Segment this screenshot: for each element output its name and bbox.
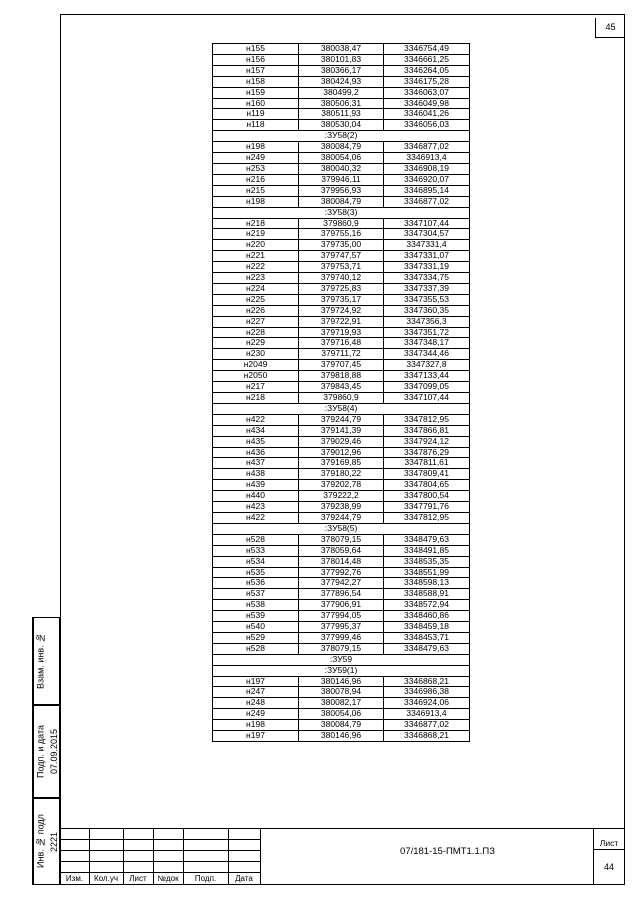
coord-y: 3347133,44 bbox=[384, 371, 470, 382]
table-row bbox=[213, 65, 470, 76]
point-id: н197 bbox=[213, 731, 299, 742]
table-row bbox=[213, 458, 470, 469]
coord-y: 3347351,72 bbox=[384, 327, 470, 338]
stamp-inv-label: Инв. № подл bbox=[33, 799, 47, 884]
coord-x: 379238,99 bbox=[299, 502, 384, 513]
coordinates-table bbox=[212, 43, 470, 742]
coord-y: 3346920,07 bbox=[384, 174, 470, 185]
table-row bbox=[213, 436, 470, 447]
table-row bbox=[213, 611, 470, 622]
coord-y: 3347344,46 bbox=[384, 349, 470, 360]
coord-y: 3347812,95 bbox=[384, 512, 470, 523]
point-id: н536 bbox=[213, 578, 299, 589]
table-row bbox=[213, 545, 470, 556]
table-row bbox=[213, 240, 470, 251]
point-id: н228 bbox=[213, 327, 299, 338]
coord-x: 380078,94 bbox=[299, 687, 384, 698]
point-id: н223 bbox=[213, 273, 299, 284]
table-row bbox=[213, 632, 470, 643]
coord-x: 379707,45 bbox=[299, 360, 384, 371]
coord-x: 379722,91 bbox=[299, 316, 384, 327]
point-id: н533 bbox=[213, 545, 299, 556]
table-row bbox=[213, 425, 470, 436]
coord-x: 377994,05 bbox=[299, 611, 384, 622]
section-title: :ЗУ58(5) bbox=[213, 523, 470, 534]
coord-x: 379843,45 bbox=[299, 382, 384, 393]
coord-y: 3346913,4 bbox=[384, 153, 470, 164]
coord-y: 3346908,19 bbox=[384, 163, 470, 174]
coord-x: 380511,93 bbox=[299, 109, 384, 120]
point-id: н155 bbox=[213, 44, 299, 55]
point-id: н249 bbox=[213, 153, 299, 164]
coord-y: 3346924,06 bbox=[384, 698, 470, 709]
coord-y: 3348551,99 bbox=[384, 567, 470, 578]
point-id: н439 bbox=[213, 480, 299, 491]
tb-label-izm: Изм. bbox=[65, 874, 84, 883]
table-row bbox=[213, 87, 470, 98]
stamp-vzam bbox=[32, 617, 60, 705]
point-id: н2049 bbox=[213, 360, 299, 371]
section-title: :ЗУ58(2) bbox=[213, 131, 470, 142]
table-row bbox=[213, 185, 470, 196]
coord-x: 380082,17 bbox=[299, 698, 384, 709]
stamp-podp bbox=[32, 705, 60, 798]
stamp-vzam-value bbox=[47, 618, 61, 704]
table-row bbox=[213, 163, 470, 174]
point-id: н218 bbox=[213, 218, 299, 229]
point-id: н219 bbox=[213, 229, 299, 240]
coord-x: 379725,83 bbox=[299, 283, 384, 294]
coord-x: 379222,2 bbox=[299, 491, 384, 502]
coord-y: 3348453,71 bbox=[384, 632, 470, 643]
stamp-inv-value: 2221 bbox=[49, 831, 59, 852]
point-id: н119 bbox=[213, 109, 299, 120]
point-id: н528 bbox=[213, 534, 299, 545]
coord-x: 380038,47 bbox=[299, 44, 384, 55]
point-id: н540 bbox=[213, 622, 299, 633]
coord-x: 378059,64 bbox=[299, 545, 384, 556]
coord-y: 3347812,95 bbox=[384, 414, 470, 425]
coord-y: 3348479,63 bbox=[384, 643, 470, 654]
coord-x: 379029,46 bbox=[299, 436, 384, 447]
sheet-label: Лист bbox=[599, 838, 619, 848]
coord-y: 3347348,17 bbox=[384, 338, 470, 349]
point-id: н434 bbox=[213, 425, 299, 436]
document-number: 07/181-15-ПМТ1.1.ПЗ bbox=[400, 846, 495, 857]
point-id: н253 bbox=[213, 163, 299, 174]
tb-label-ndok: №док bbox=[157, 874, 179, 883]
coord-x: 378014,48 bbox=[299, 556, 384, 567]
coord-x: 378079,15 bbox=[299, 643, 384, 654]
coord-x: 380084,79 bbox=[299, 720, 384, 731]
table-row bbox=[213, 643, 470, 654]
coord-y: 3346175,28 bbox=[384, 76, 470, 87]
coord-y: 3346877,02 bbox=[384, 720, 470, 731]
tb-label-data: Дата bbox=[235, 874, 253, 883]
coord-x: 379747,57 bbox=[299, 251, 384, 262]
table-row bbox=[213, 76, 470, 87]
coord-x: 379740,12 bbox=[299, 273, 384, 284]
coord-y: 3346041,26 bbox=[384, 109, 470, 120]
point-id: н2050 bbox=[213, 371, 299, 382]
coord-y: 3347107,44 bbox=[384, 218, 470, 229]
point-id: н198 bbox=[213, 142, 299, 153]
point-id: н438 bbox=[213, 469, 299, 480]
table-row bbox=[213, 556, 470, 567]
coord-y: 3347360,35 bbox=[384, 305, 470, 316]
table-row bbox=[213, 578, 470, 589]
table-row bbox=[213, 600, 470, 611]
coord-y: 3348598,13 bbox=[384, 578, 470, 589]
stamp-podp-label: Подп. и дата bbox=[33, 706, 47, 797]
coord-y: 3347811,61 bbox=[384, 458, 470, 469]
coord-x: 379724,92 bbox=[299, 305, 384, 316]
coord-x: 380054,06 bbox=[299, 709, 384, 720]
coord-y: 3347876,29 bbox=[384, 447, 470, 458]
coord-x: 380146,96 bbox=[299, 676, 384, 687]
point-id: н423 bbox=[213, 502, 299, 513]
section-header-row bbox=[213, 665, 470, 676]
table-row bbox=[213, 512, 470, 523]
table-row bbox=[213, 142, 470, 153]
table-row bbox=[213, 676, 470, 687]
coord-x: 379169,85 bbox=[299, 458, 384, 469]
coord-x: 380506,31 bbox=[299, 98, 384, 109]
table-row bbox=[213, 382, 470, 393]
coord-y: 3346986,38 bbox=[384, 687, 470, 698]
coord-y: 3347107,44 bbox=[384, 393, 470, 404]
table-row bbox=[213, 360, 470, 371]
coord-x: 380054,06 bbox=[299, 153, 384, 164]
coord-y: 3346877,02 bbox=[384, 142, 470, 153]
point-id: н539 bbox=[213, 611, 299, 622]
coord-x: 379735,17 bbox=[299, 294, 384, 305]
point-id: н216 bbox=[213, 174, 299, 185]
coord-x: 379180,22 bbox=[299, 469, 384, 480]
stamp-vzam-label: Взам. инв. № bbox=[33, 618, 47, 704]
point-id: н225 bbox=[213, 294, 299, 305]
table-row bbox=[213, 174, 470, 185]
coord-x: 377896,54 bbox=[299, 589, 384, 600]
coord-y: 3347804,65 bbox=[384, 480, 470, 491]
table-row bbox=[213, 327, 470, 338]
point-id: н198 bbox=[213, 196, 299, 207]
section-title: :ЗУ58(4) bbox=[213, 403, 470, 414]
table-row bbox=[213, 218, 470, 229]
point-id: н534 bbox=[213, 556, 299, 567]
point-id: н440 bbox=[213, 491, 299, 502]
table-row bbox=[213, 98, 470, 109]
coord-x: 379719,93 bbox=[299, 327, 384, 338]
table-row bbox=[213, 480, 470, 491]
coord-y: 3347099,05 bbox=[384, 382, 470, 393]
point-id: н159 bbox=[213, 87, 299, 98]
tb-label-list: Лист bbox=[129, 874, 147, 883]
table-row bbox=[213, 589, 470, 600]
section-title: :ЗУ58(3) bbox=[213, 207, 470, 218]
point-id: н220 bbox=[213, 240, 299, 251]
coord-x: 377995,37 bbox=[299, 622, 384, 633]
table-row bbox=[213, 54, 470, 65]
coord-y: 3347331,19 bbox=[384, 262, 470, 273]
coord-y: 3346877,02 bbox=[384, 196, 470, 207]
table-row bbox=[213, 393, 470, 404]
coord-y: 3346868,21 bbox=[384, 731, 470, 742]
coord-x: 379141,39 bbox=[299, 425, 384, 436]
coord-x: 379755,16 bbox=[299, 229, 384, 240]
coord-y: 3346754,49 bbox=[384, 44, 470, 55]
point-id: н528 bbox=[213, 643, 299, 654]
coord-y: 3348535,35 bbox=[384, 556, 470, 567]
coord-x: 379711,72 bbox=[299, 349, 384, 360]
coord-y: 3348588,91 bbox=[384, 589, 470, 600]
coord-x: 379202,78 bbox=[299, 480, 384, 491]
table-row bbox=[213, 709, 470, 720]
table-row bbox=[213, 447, 470, 458]
point-id: н247 bbox=[213, 687, 299, 698]
point-id: н249 bbox=[213, 709, 299, 720]
table-row bbox=[213, 698, 470, 709]
point-id: н248 bbox=[213, 698, 299, 709]
sheet-number: 44 bbox=[603, 862, 614, 872]
coord-y: 3348572,94 bbox=[384, 600, 470, 611]
coord-x: 380530,04 bbox=[299, 120, 384, 131]
coord-x: 380101,83 bbox=[299, 54, 384, 65]
point-id: н422 bbox=[213, 512, 299, 523]
point-id: н118 bbox=[213, 120, 299, 131]
table-row bbox=[213, 371, 470, 382]
point-id: н218 bbox=[213, 393, 299, 404]
tb-label-kolych: Кол.уч bbox=[94, 874, 118, 883]
coord-y: 3347800,54 bbox=[384, 491, 470, 502]
coord-x: 379716,48 bbox=[299, 338, 384, 349]
table-row bbox=[213, 196, 470, 207]
coord-y: 3347327,8 bbox=[384, 360, 470, 371]
coord-x: 380424,93 bbox=[299, 76, 384, 87]
point-id: н529 bbox=[213, 632, 299, 643]
coord-x: 379244,79 bbox=[299, 512, 384, 523]
section-title: :ЗУ59 bbox=[213, 654, 470, 665]
coord-y: 3346063,07 bbox=[384, 87, 470, 98]
table-row bbox=[213, 294, 470, 305]
table-row bbox=[213, 469, 470, 480]
point-id: н160 bbox=[213, 98, 299, 109]
coord-y: 3348491,85 bbox=[384, 545, 470, 556]
table-row bbox=[213, 622, 470, 633]
coord-y: 3346913,4 bbox=[384, 709, 470, 720]
coord-y: 3347924,12 bbox=[384, 436, 470, 447]
coord-y: 3347331,07 bbox=[384, 251, 470, 262]
table-row bbox=[213, 567, 470, 578]
coord-x: 380146,96 bbox=[299, 731, 384, 742]
page-number-top: 45 bbox=[595, 18, 625, 38]
point-id: н222 bbox=[213, 262, 299, 273]
coord-x: 377992,76 bbox=[299, 567, 384, 578]
coord-y: 3346049,98 bbox=[384, 98, 470, 109]
table-row bbox=[213, 316, 470, 327]
coord-x: 379012,96 bbox=[299, 447, 384, 458]
point-id: н221 bbox=[213, 251, 299, 262]
table-row bbox=[213, 305, 470, 316]
tb-label-podp: Подп. bbox=[194, 874, 217, 883]
point-id: н435 bbox=[213, 436, 299, 447]
coord-x: 380084,79 bbox=[299, 142, 384, 153]
table-row bbox=[213, 731, 470, 742]
coord-y: 3347791,76 bbox=[384, 502, 470, 513]
table-row bbox=[213, 534, 470, 545]
point-id: н215 bbox=[213, 185, 299, 196]
point-id: н226 bbox=[213, 305, 299, 316]
coord-x: 379735,00 bbox=[299, 240, 384, 251]
table-row bbox=[213, 109, 470, 120]
point-id: н437 bbox=[213, 458, 299, 469]
coord-x: 379946,11 bbox=[299, 174, 384, 185]
table-row bbox=[213, 414, 470, 425]
coord-y: 3348459,18 bbox=[384, 622, 470, 633]
point-id: н229 bbox=[213, 338, 299, 349]
point-id: н537 bbox=[213, 589, 299, 600]
coord-y: 3347866,81 bbox=[384, 425, 470, 436]
coord-y: 3346895,14 bbox=[384, 185, 470, 196]
coord-x: 379244,79 bbox=[299, 414, 384, 425]
coord-x: 379860,9 bbox=[299, 393, 384, 404]
table-row bbox=[213, 349, 470, 360]
coord-x: 377906,91 bbox=[299, 600, 384, 611]
coord-y: 3347356,3 bbox=[384, 316, 470, 327]
section-header-row bbox=[213, 131, 470, 142]
point-id: н217 bbox=[213, 382, 299, 393]
table-row bbox=[213, 120, 470, 131]
section-title: :ЗУ59(1) bbox=[213, 665, 470, 676]
point-id: н436 bbox=[213, 447, 299, 458]
point-id: н227 bbox=[213, 316, 299, 327]
table-row bbox=[213, 502, 470, 513]
coord-y: 3346661,25 bbox=[384, 54, 470, 65]
point-id: н197 bbox=[213, 676, 299, 687]
section-header-row bbox=[213, 654, 470, 665]
table-row bbox=[213, 229, 470, 240]
point-id: н422 bbox=[213, 414, 299, 425]
point-id: н157 bbox=[213, 65, 299, 76]
table-row bbox=[213, 44, 470, 55]
table-row bbox=[213, 262, 470, 273]
point-id: н158 bbox=[213, 76, 299, 87]
point-id: н535 bbox=[213, 567, 299, 578]
coord-y: 3346868,21 bbox=[384, 676, 470, 687]
section-header-row bbox=[213, 523, 470, 534]
coord-x: 379956,93 bbox=[299, 185, 384, 196]
coord-y: 3348479,63 bbox=[384, 534, 470, 545]
point-id: н538 bbox=[213, 600, 299, 611]
coord-x: 380366,17 bbox=[299, 65, 384, 76]
coord-x: 377999,46 bbox=[299, 632, 384, 643]
stamp-podp-value: 07.09.2015 bbox=[49, 728, 59, 775]
coord-y: 3347337,39 bbox=[384, 283, 470, 294]
coord-y: 3347304,57 bbox=[384, 229, 470, 240]
table-row bbox=[213, 687, 470, 698]
coord-x: 379818,88 bbox=[299, 371, 384, 382]
table-row bbox=[213, 491, 470, 502]
table-row bbox=[213, 338, 470, 349]
coord-x: 380040,32 bbox=[299, 163, 384, 174]
title-block bbox=[60, 828, 625, 885]
section-header-row bbox=[213, 207, 470, 218]
section-header-row bbox=[213, 403, 470, 414]
coord-y: 3348460,86 bbox=[384, 611, 470, 622]
coord-x: 380499,2 bbox=[299, 87, 384, 98]
coord-x: 378079,15 bbox=[299, 534, 384, 545]
table-row bbox=[213, 251, 470, 262]
coord-x: 379753,71 bbox=[299, 262, 384, 273]
point-id: н224 bbox=[213, 283, 299, 294]
coord-y: 3346264,05 bbox=[384, 65, 470, 76]
coord-x: 377942,27 bbox=[299, 578, 384, 589]
stamp-inv bbox=[32, 798, 60, 885]
coord-y: 3347809,41 bbox=[384, 469, 470, 480]
point-id: н230 bbox=[213, 349, 299, 360]
coord-y: 3346056,03 bbox=[384, 120, 470, 131]
coord-y: 3347331,4 bbox=[384, 240, 470, 251]
coord-y: 3347334,75 bbox=[384, 273, 470, 284]
point-id: н198 bbox=[213, 720, 299, 731]
coord-x: 380084,79 bbox=[299, 196, 384, 207]
table-row bbox=[213, 153, 470, 164]
coord-x: 379860,9 bbox=[299, 218, 384, 229]
table-row bbox=[213, 283, 470, 294]
table-row bbox=[213, 273, 470, 284]
table-row bbox=[213, 720, 470, 731]
point-id: н156 bbox=[213, 54, 299, 65]
coord-y: 3347355,53 bbox=[384, 294, 470, 305]
